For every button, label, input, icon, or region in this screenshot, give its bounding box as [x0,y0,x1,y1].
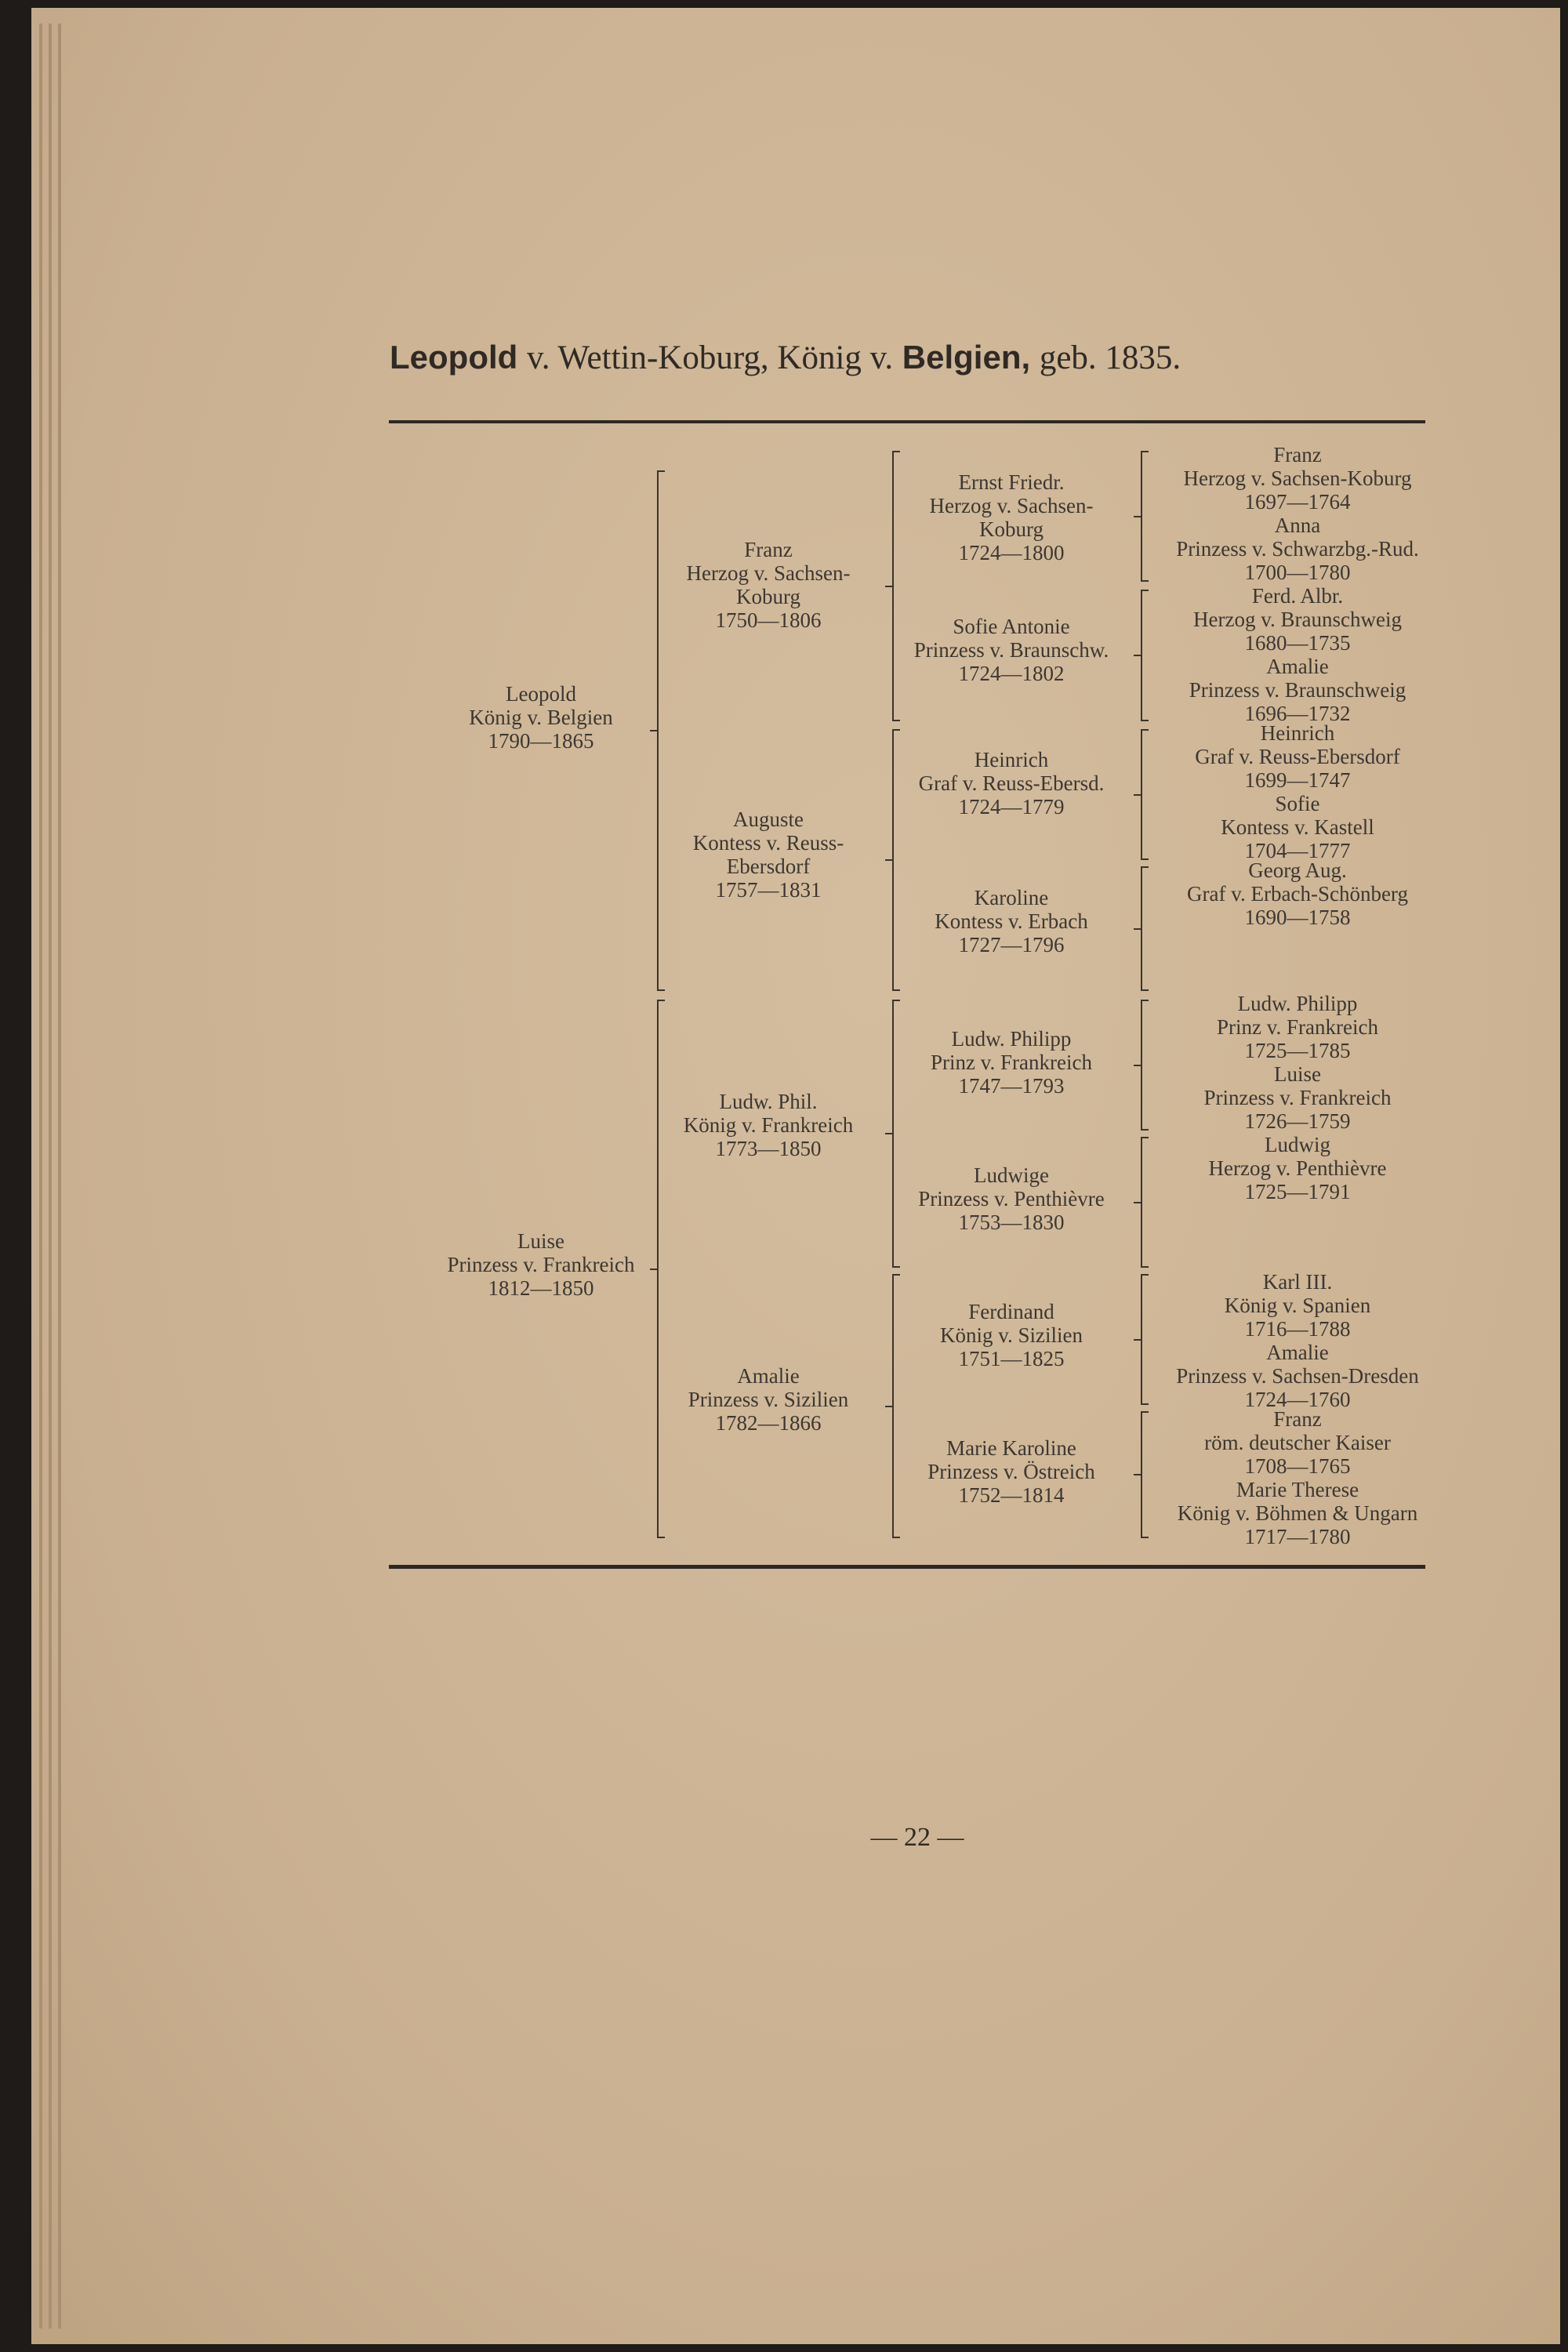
person-gen1 [423,682,659,753]
entry-line3: 1680—1735 [1244,631,1351,655]
entry-line2: Prinz v. Frankreich [931,1051,1092,1074]
entry-line1: Ludwig [1265,1133,1330,1156]
brace-point [1134,794,1142,796]
brace-tip [1141,729,1149,731]
entry-line1: Ferd. Albr. [1251,584,1344,608]
entry-line3: 1812—1850 [488,1276,594,1300]
brace-tip [892,729,900,731]
entry-line1: Franz [744,538,793,561]
entry-line3: 1725—1785 [1244,1039,1351,1062]
person-gen4 [1141,721,1454,792]
entry-line3: 1716—1788 [1244,1317,1351,1341]
entry-line2: König v. Böhmen & Ungarn [1177,1501,1418,1525]
entry-line3: 1690—1758 [1244,906,1351,929]
entry-line2: Prinzess v. Penthièvre [918,1187,1105,1210]
brace-tip [1141,590,1149,591]
brace-tip [1141,720,1149,721]
brace-point [885,586,893,587]
brace-tip [1141,1129,1149,1131]
brace-tip [892,1274,900,1276]
brace-tip [892,1266,900,1268]
brace-tip [892,1000,900,1001]
entry-line1: Amalie [1266,1341,1329,1364]
person-gen3 [882,1163,1141,1234]
entry-line2: Prinzess v. Braunschw. [913,638,1109,662]
person-gen4 [1141,1407,1454,1478]
entry-line4: 1750—1806 [715,608,822,632]
entry-line1: Auguste [733,808,804,831]
entry-line1: Amalie [737,1364,800,1388]
entry-line3: 1704—1777 [1244,839,1351,862]
brace-tip [892,989,900,991]
entry-line1: Ludw. Philipp [1237,992,1358,1015]
entry-line3: 1724—1760 [1244,1388,1351,1411]
entry-line1: Sofie [1275,792,1320,815]
brace-point [1134,1065,1142,1066]
entry-line1: Luise [1274,1062,1321,1086]
brace-tip [1141,1274,1149,1276]
entry-line1: Sofie Antonie [953,615,1070,638]
entry-line3: 1727—1796 [958,933,1065,956]
person-gen4 [1141,992,1454,1062]
brace-tip [657,1537,665,1538]
entry-line2: Prinzess v. Frankreich [1203,1086,1392,1109]
brace-point [650,1269,658,1270]
brace-tip [1141,1411,1149,1413]
person-gen3 [882,1300,1141,1370]
person-gen4 [1141,443,1454,514]
entry-line2: König v. Spanien [1224,1294,1371,1317]
entry-line2: Graf v. Reuss-Ebersd. [918,771,1105,795]
entry-line1: Ferdinand [968,1300,1054,1323]
person-gen4 [1141,584,1454,655]
page-number: — 22 — [870,1823,964,1852]
brace-point [1134,655,1142,656]
brace-tip [1141,858,1149,860]
person-gen3 [882,1027,1141,1098]
entry-line4: 1724—1800 [958,541,1065,564]
entry-line3: Koburg [735,585,800,608]
entry-line1: Franz [1273,1407,1322,1431]
brace-tip [1141,1000,1149,1001]
brace-tip [1141,451,1149,452]
entry-line3: 1700—1780 [1244,561,1351,584]
entry-line3: 1751—1825 [958,1347,1065,1370]
entry-line3: 1699—1747 [1244,768,1351,792]
entry-line2: Prinzess v. Schwarzbg.-Rud. [1176,537,1419,561]
entry-line2: Herzog v. Braunschweig [1193,608,1402,631]
person-gen4 [1141,655,1454,725]
bottom-rule [389,1565,1425,1569]
entry-line3: 1724—1779 [958,795,1065,818]
brace-point [1134,1202,1142,1203]
brace-tip [657,1000,665,1001]
page-edge [49,24,52,2328]
entry-line2: König v. Frankreich [683,1113,854,1137]
brace-tip [657,470,665,472]
person-gen1 [423,1229,659,1300]
brace-tip [1141,1266,1149,1268]
entry-line2: Kontess v. Reuss- [692,831,844,855]
brace-point [650,730,658,731]
person-gen2 [651,538,886,632]
person-gen4 [1141,514,1454,584]
brace-tip [1141,1537,1149,1538]
entry-line2: Graf v. Erbach-Schönberg [1187,882,1408,906]
entry-line2: Prinzess v. Sachsen-Dresden [1176,1364,1419,1388]
brace-point [885,1406,893,1407]
person-gen4 [1141,1062,1454,1133]
entry-line3: 1725—1791 [1244,1180,1351,1203]
brace-tip [657,989,665,991]
entry-line1: Anna [1274,514,1321,537]
entry-line2: Herzog v. Sachsen- [929,494,1094,517]
brace-tip [892,720,900,721]
entry-line3: 1773—1850 [715,1137,822,1160]
person-gen4 [1141,1133,1454,1203]
person-gen4 [1141,792,1454,862]
entry-line2: König v. Sizilien [940,1323,1083,1347]
page-edge [39,24,42,2328]
entry-line2: Herzog v. Sachsen-Koburg [1183,466,1412,490]
brace-point [1134,1339,1142,1341]
entry-line3: 1717—1780 [1244,1525,1351,1548]
entry-line1: Karoline [974,886,1049,909]
entry-line3: Ebersdorf [726,855,811,878]
entry-line3: 1724—1802 [958,662,1065,685]
entry-line3: 1696—1732 [1244,702,1351,725]
person-gen3 [882,1436,1141,1507]
entry-line1: Karl III. [1262,1270,1333,1294]
entry-line1: Ludwige [974,1163,1049,1187]
entry-line2: Graf v. Reuss-Ebersdorf [1195,745,1400,768]
top-rule [389,420,1425,423]
entry-line1: Heinrich [1260,721,1335,745]
person-gen4 [1141,1341,1454,1411]
brace-tip [892,1537,900,1538]
entry-line1: Marie Therese [1236,1478,1359,1501]
brace-point [885,1133,893,1134]
entry-line3: 1782—1866 [715,1411,822,1435]
entry-line1: Luise [517,1229,564,1253]
entry-line3: 1752—1814 [958,1483,1065,1507]
brace-tip [1141,989,1149,991]
person-gen2 [651,808,886,902]
entry-line2: Herzog v. Sachsen- [686,561,851,585]
person-gen2 [651,1090,886,1160]
entry-line1: Amalie [1266,655,1329,678]
person-gen3 [882,886,1141,956]
entry-line3: 1708—1765 [1244,1454,1351,1478]
person-gen4 [1141,858,1454,929]
person-gen3 [882,615,1141,685]
entry-line2: Kontess v. Kastell [1221,815,1374,839]
entry-line3: 1726—1759 [1244,1109,1351,1133]
entry-line2: Kontess v. Erbach [935,909,1088,933]
brace-tip [1141,1137,1149,1138]
entry-line2: Prinz v. Frankreich [1217,1015,1378,1039]
entry-line1: Ernst Friedr. [958,470,1065,494]
entry-line2: Prinzess v. Sizilien [688,1388,849,1411]
entry-line1: Georg Aug. [1248,858,1347,882]
entry-line3: Koburg [978,517,1044,541]
brace-point [1134,1474,1142,1475]
entry-line2: Prinzess v. Frankreich [447,1253,635,1276]
entry-line3: 1790—1865 [488,729,594,753]
entry-line1: Franz [1273,443,1322,466]
brace-tip [1141,580,1149,582]
page-edge [58,24,61,2328]
brace-tip [892,451,900,452]
entry-line3: 1697—1764 [1244,490,1351,514]
entry-line2: Prinzess v. Östreich [927,1460,1095,1483]
entry-line3: 1747—1793 [958,1074,1065,1098]
person-gen2 [651,1364,886,1435]
person-gen3 [882,470,1141,564]
entry-line2: röm. deutscher Kaiser [1204,1431,1391,1454]
person-gen4 [1141,1478,1454,1548]
entry-line1: Heinrich [974,748,1049,771]
entry-line2: Prinzess v. Braunschweig [1189,678,1406,702]
brace-tip [1141,866,1149,868]
entry-line3: 1753—1830 [958,1210,1065,1234]
brace-point [1134,928,1142,930]
entry-line1: Marie Karoline [946,1436,1076,1460]
entry-line4: 1757—1831 [715,878,822,902]
brace-point [885,859,893,861]
page-title: Leopold v. Wettin-Koburg, König v. Belgien, geb. 1835. [390,339,1181,376]
person-gen4 [1141,1270,1454,1341]
entry-line2: Herzog v. Penthièvre [1208,1156,1387,1180]
entry-line1: Ludw. Phil. [719,1090,818,1113]
brace-point [1134,516,1142,517]
entry-line1: Ludw. Philipp [951,1027,1072,1051]
person-gen3 [882,748,1141,818]
entry-line1: Leopold [506,682,576,706]
brace-tip [1141,1403,1149,1405]
entry-line2: König v. Belgien [469,706,613,729]
